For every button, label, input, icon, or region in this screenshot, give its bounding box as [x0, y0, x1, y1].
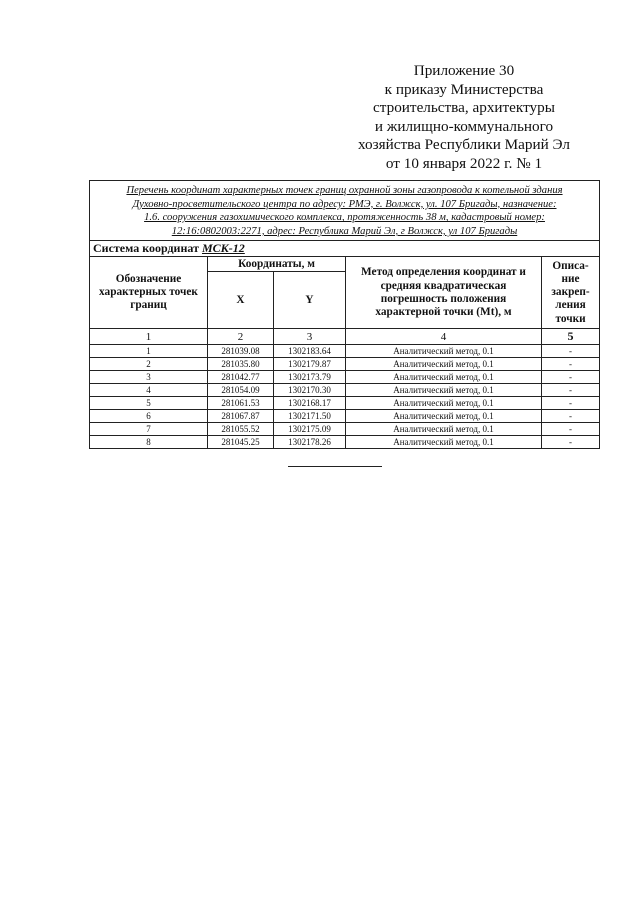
- caption-line: 12:16:0802003:2271, адрес: Республика Марий Эл, г Волжск, ул 107 Бригады: [171, 225, 518, 237]
- method-cell: Аналитический метод, 0.1: [346, 384, 542, 397]
- coord-y: 1302173.79: [274, 371, 346, 384]
- caption-line: 1.6. сооружения газохимического комплекса, протяженность 38 м, кадастровый номер:: [144, 212, 545, 224]
- table-row: [90, 345, 600, 358]
- description-cell: -: [542, 384, 600, 397]
- method-cell: Аналитический метод, 0.1: [346, 410, 542, 423]
- point-number: 8: [90, 436, 208, 449]
- point-number: 4: [90, 384, 208, 397]
- point-number: 5: [90, 397, 208, 410]
- point-number: 1: [90, 345, 208, 358]
- coord-x: 281054.09: [208, 384, 274, 397]
- coordinate-system: [90, 241, 600, 257]
- coord-y: 1302178.26: [274, 436, 346, 449]
- coordinate-system-label: Система координат: [93, 241, 199, 256]
- method-cell: Аналитический метод, 0.1: [346, 423, 542, 436]
- appendix-line: к приказу Министерства: [384, 80, 544, 98]
- appendix-line: и жилищно-коммунального: [374, 117, 554, 135]
- table-row: [90, 384, 600, 397]
- coord-y: 1302179.87: [274, 358, 346, 371]
- appendix-header: [330, 62, 598, 174]
- appendix-line: хозяйства Республики Марий Эл: [358, 136, 570, 154]
- coord-x: 281067.87: [208, 410, 274, 423]
- method-cell: Аналитический метод, 0.1: [346, 436, 542, 449]
- coord-x: 281035.80: [208, 358, 274, 371]
- description-cell: -: [542, 358, 600, 371]
- coord-y: 1302171.50: [274, 410, 346, 423]
- description-cell: -: [542, 371, 600, 384]
- method-cell: Аналитический метод, 0.1: [346, 371, 542, 384]
- column-numbers-row: [90, 329, 600, 345]
- point-number: 2: [90, 358, 208, 371]
- coordinate-system-value: МСК-12: [201, 241, 245, 256]
- caption-line: Перечень координат характерных точек границ охранной зоны газопровода к котельной здания: [126, 185, 563, 196]
- description-cell: -: [542, 410, 600, 423]
- coord-y: 1302183.64: [274, 345, 346, 358]
- point-number: 3: [90, 371, 208, 384]
- description-cell: -: [542, 345, 600, 358]
- header-row: [90, 257, 600, 272]
- appendix-line: от 10 января 2022 г. № 1: [385, 154, 543, 172]
- method-cell: Аналитический метод, 0.1: [346, 358, 542, 371]
- appendix-line: Приложение 30: [413, 62, 515, 79]
- table-row: [90, 397, 600, 410]
- table-row: [90, 423, 600, 436]
- coord-y: 1302168.17: [274, 397, 346, 410]
- header-designation: Обозначение характерных точек границ: [90, 257, 208, 329]
- coordinate-system-row: [90, 241, 600, 257]
- method-cell: Аналитический метод, 0.1: [346, 345, 542, 358]
- caption-line: Духовно-просветительского центра по адресу: РМЭ, г. Волжск, ул. 107 Бригады, назначение:: [132, 198, 557, 210]
- coord-y: 1302175.09: [274, 423, 346, 436]
- table-row: [90, 436, 600, 449]
- description-cell: -: [542, 397, 600, 410]
- description-cell: -: [542, 423, 600, 436]
- column-number: 3: [274, 329, 346, 345]
- column-number: 5: [542, 329, 600, 345]
- description-cell: -: [542, 436, 600, 449]
- table-row: [90, 371, 600, 384]
- header-description: Описа- ние закреп- ления точки: [542, 257, 600, 329]
- table-row: [90, 410, 600, 423]
- table-caption: [90, 181, 600, 241]
- point-number: 7: [90, 423, 208, 436]
- header-method: Метод определения координат и средняя квадратическая погрешность положения характерной точки (Mt), м: [346, 257, 542, 329]
- coord-y: 1302170.30: [274, 384, 346, 397]
- table-row: [90, 358, 600, 371]
- coord-x: 281055.52: [208, 423, 274, 436]
- caption-row: [90, 181, 600, 241]
- point-number: 6: [90, 410, 208, 423]
- coord-x: 281045.25: [208, 436, 274, 449]
- header-x: X: [208, 272, 274, 329]
- header-coordinates: Координаты, м: [208, 257, 346, 272]
- end-divider: [288, 466, 382, 467]
- coord-x: 281061.53: [208, 397, 274, 410]
- column-number: 2: [208, 329, 274, 345]
- coord-x: 281042.77: [208, 371, 274, 384]
- coordinates-table: [89, 180, 600, 449]
- column-number: 4: [346, 329, 542, 345]
- header-y: Y: [274, 272, 346, 329]
- coord-x: 281039.08: [208, 345, 274, 358]
- method-cell: Аналитический метод, 0.1: [346, 397, 542, 410]
- appendix-line: строительства, архитектуры: [373, 99, 555, 117]
- column-number: 1: [90, 329, 208, 345]
